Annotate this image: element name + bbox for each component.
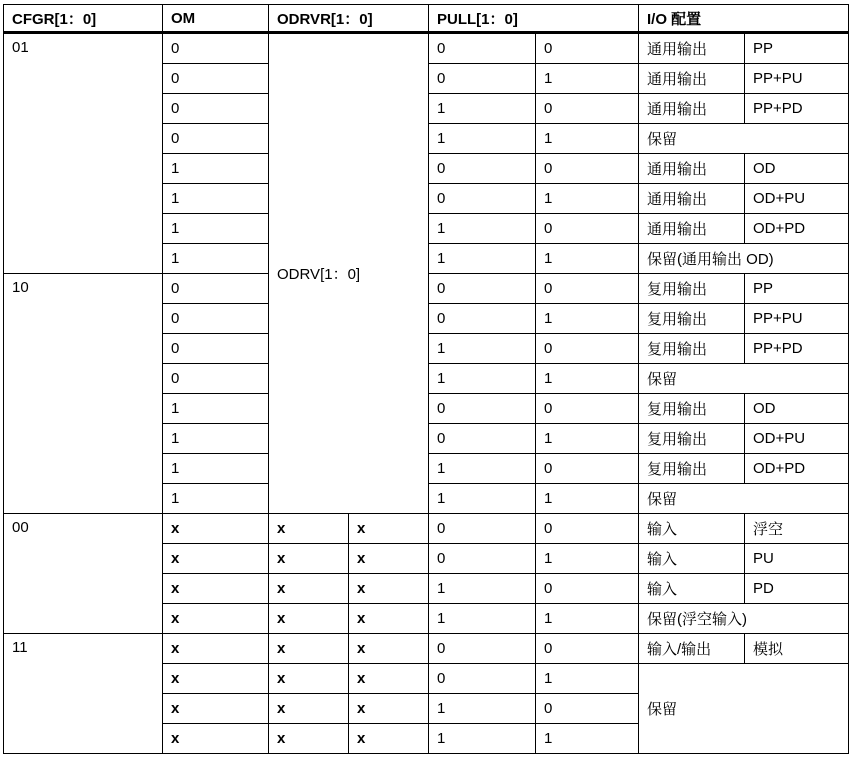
pull-bit1-cell: 0 [429,64,536,94]
header-om: OM [163,5,269,33]
pull-bit1-cell: 1 [429,94,536,124]
io-reserved-cell: 保留 [639,484,849,514]
odrvr-bit1-cell: x [269,634,349,664]
table-row [4,514,849,544]
om-cell: 0 [163,124,269,154]
odrvr-bit0-cell: x [349,724,429,754]
pull-bit1-cell: 1 [429,364,536,394]
pull-bit1-cell: 0 [429,274,536,304]
io-type-cell: OD+PD [745,454,849,484]
om-cell: 1 [163,394,269,424]
pull-bit0-cell: 1 [536,364,639,394]
header-odrvr: ODRVR[1：0] [269,5,429,33]
pull-bit0-cell: 1 [536,424,639,454]
io-type-cell: PP [745,274,849,304]
io-mode-cell: 输入 [639,544,745,574]
pull-bit0-cell: 0 [536,214,639,244]
om-cell: 1 [163,154,269,184]
odrvr-bit1-cell: x [269,574,349,604]
om-cell: 0 [163,334,269,364]
table-row [4,634,849,664]
io-mode-cell: 复用输出 [639,454,745,484]
io-reserved-cell: 保留(通用输出 OD) [639,244,849,274]
cfgr-cell: 11 [4,634,163,754]
io-type-cell: PP [745,33,849,64]
pull-bit0-cell: 1 [536,244,639,274]
io-mode-cell: 通用输出 [639,64,745,94]
om-cell: x [163,724,269,754]
io-type-cell: OD [745,154,849,184]
pull-bit0-cell: 1 [536,664,639,694]
pull-bit1-cell: 0 [429,664,536,694]
pull-bit0-cell: 1 [536,604,639,634]
odrvr-bit1-cell: x [269,514,349,544]
pull-bit0-cell: 1 [536,544,639,574]
odrv-merged-cell: ODRV[1：0] [269,33,429,514]
om-cell: 0 [163,364,269,394]
table-row [4,33,849,64]
pull-bit1-cell: 0 [429,304,536,334]
io-mode-cell: 复用输出 [639,334,745,364]
odrvr-bit1-cell: x [269,544,349,574]
pull-bit1-cell: 1 [429,334,536,364]
io-type-cell: PP+PD [745,334,849,364]
pull-bit0-cell: 1 [536,124,639,154]
pull-bit0-cell: 0 [536,334,639,364]
pull-bit0-cell: 0 [536,394,639,424]
om-cell: x [163,544,269,574]
pull-bit0-cell: 1 [536,184,639,214]
io-type-cell: PU [745,544,849,574]
header-row [4,5,849,33]
io-reserved-cell: 保留(浮空输入) [639,604,849,634]
om-cell: 0 [163,64,269,94]
io-mode-cell: 通用输出 [639,154,745,184]
io-type-cell: OD+PU [745,184,849,214]
io-type-cell: OD+PU [745,424,849,454]
pull-bit0-cell: 0 [536,694,639,724]
om-cell: 0 [163,94,269,124]
odrvr-bit0-cell: x [349,634,429,664]
pull-bit0-cell: 0 [536,274,639,304]
io-mode-cell: 通用输出 [639,94,745,124]
io-type-cell: PD [745,574,849,604]
pull-bit0-cell: 0 [536,634,639,664]
om-cell: 0 [163,274,269,304]
io-mode-cell: 输入 [639,514,745,544]
om-cell: 0 [163,304,269,334]
pull-bit0-cell: 0 [536,154,639,184]
pull-bit1-cell: 0 [429,33,536,64]
pull-bit0-cell: 1 [536,64,639,94]
pull-bit1-cell: 1 [429,454,536,484]
om-cell: 1 [163,244,269,274]
om-cell: x [163,634,269,664]
pull-bit0-cell: 0 [536,94,639,124]
pull-bit1-cell: 0 [429,394,536,424]
io-type-cell: 浮空 [745,514,849,544]
io-reserved-cell: 保留 [639,664,849,754]
odrvr-bit0-cell: x [349,574,429,604]
odrvr-bit0-cell: x [349,604,429,634]
pull-bit0-cell: 1 [536,484,639,514]
io-type-cell: PP+PU [745,64,849,94]
om-cell: 1 [163,424,269,454]
odrvr-bit1-cell: x [269,604,349,634]
pull-bit0-cell: 1 [536,724,639,754]
io-mode-cell: 通用输出 [639,214,745,244]
pull-bit1-cell: 1 [429,124,536,154]
pull-bit1-cell: 0 [429,154,536,184]
om-cell: x [163,514,269,544]
om-cell: 1 [163,184,269,214]
odrvr-bit0-cell: x [349,514,429,544]
pull-bit1-cell: 0 [429,424,536,454]
pull-bit0-cell: 0 [536,574,639,604]
pull-bit1-cell: 0 [429,544,536,574]
cfgr-cell: 10 [4,274,163,514]
io-mode-cell: 复用输出 [639,424,745,454]
odrvr-bit1-cell: x [269,664,349,694]
odrvr-bit0-cell: x [349,664,429,694]
pull-bit0-cell: 0 [536,454,639,484]
om-cell: 1 [163,214,269,244]
om-cell: 1 [163,454,269,484]
header-io-config: I/O 配置 [639,5,849,33]
header-cfgr: CFGR[1：0] [4,5,163,33]
pull-bit1-cell: 0 [429,184,536,214]
om-cell: x [163,604,269,634]
odrvr-bit1-cell: x [269,694,349,724]
io-mode-cell: 复用输出 [639,274,745,304]
pull-bit1-cell: 1 [429,574,536,604]
pull-bit0-cell: 0 [536,33,639,64]
io-type-cell: OD [745,394,849,424]
cfgr-cell: 00 [4,514,163,634]
pull-bit0-cell: 1 [536,304,639,334]
io-reserved-cell: 保留 [639,124,849,154]
odrvr-bit1-cell: x [269,724,349,754]
io-type-cell: PP+PU [745,304,849,334]
om-cell: x [163,574,269,604]
om-cell: x [163,694,269,724]
pull-bit1-cell: 1 [429,484,536,514]
pull-bit1-cell: 0 [429,514,536,544]
io-mode-cell: 复用输出 [639,304,745,334]
pull-bit1-cell: 0 [429,634,536,664]
pull-bit1-cell: 1 [429,724,536,754]
header-pull: PULL[1：0] [429,5,639,33]
io-reserved-cell: 保留 [639,364,849,394]
table-body [4,33,849,754]
io-type-cell: PP+PD [745,94,849,124]
io-type-cell: 模拟 [745,634,849,664]
io-mode-cell: 通用输出 [639,184,745,214]
pull-bit1-cell: 1 [429,214,536,244]
odrvr-bit0-cell: x [349,544,429,574]
io-mode-cell: 输入/输出 [639,634,745,664]
io-mode-cell: 通用输出 [639,33,745,64]
pull-bit1-cell: 1 [429,604,536,634]
pull-bit1-cell: 1 [429,694,536,724]
pull-bit1-cell: 1 [429,244,536,274]
io-config-table [3,4,849,754]
om-cell: 0 [163,33,269,64]
pull-bit0-cell: 0 [536,514,639,544]
om-cell: x [163,664,269,694]
cfgr-cell: 01 [4,33,163,274]
io-mode-cell: 输入 [639,574,745,604]
io-type-cell: OD+PD [745,214,849,244]
om-cell: 1 [163,484,269,514]
io-mode-cell: 复用输出 [639,394,745,424]
odrvr-bit0-cell: x [349,694,429,724]
